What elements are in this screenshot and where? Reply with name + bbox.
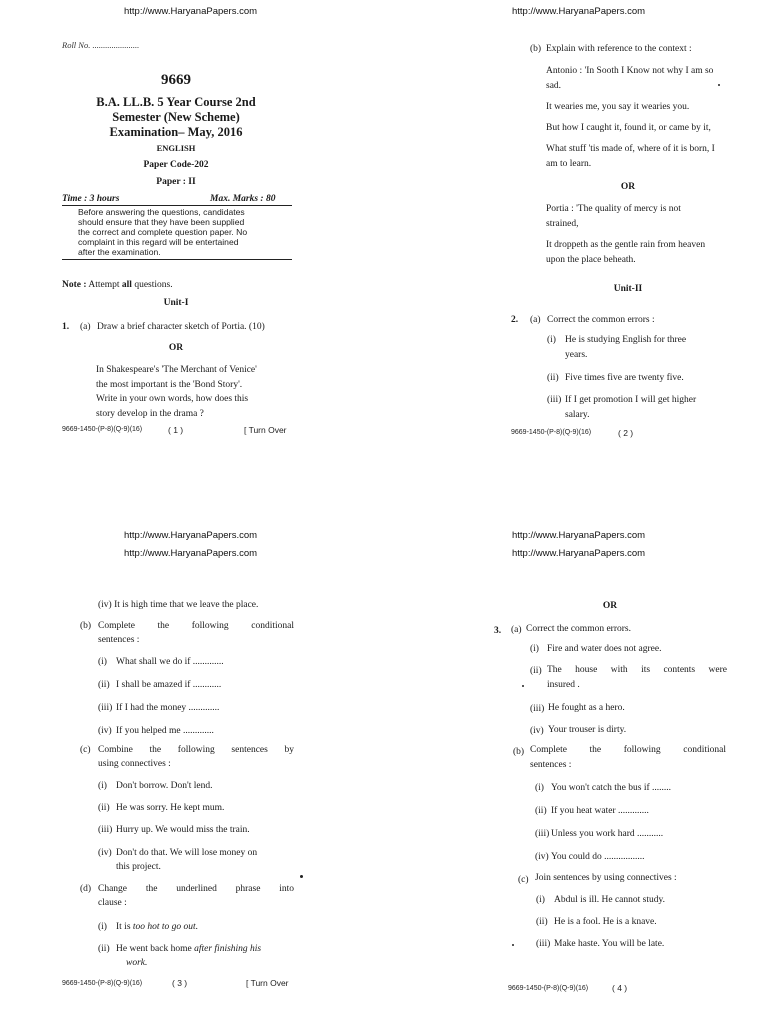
scan-speck [512, 944, 514, 946]
item-text: What shall we do if ............. [116, 657, 224, 667]
divider [62, 259, 292, 260]
turn-over: [ Turn Over [244, 425, 287, 435]
page-url: http://www.HaryanaPapers.com [124, 548, 258, 559]
item-number: (ii) [98, 944, 110, 954]
item-text: If you helped me ............. [116, 726, 214, 736]
item-text: If I had the money ............. [116, 703, 220, 713]
scan-speck [522, 685, 524, 687]
item-text [565, 333, 743, 363]
passage-line: Portia : 'The quality of mercy is not [546, 204, 681, 214]
instructions [78, 207, 292, 257]
passage-line: It wearies me, you say it wearies you. [546, 102, 690, 112]
item-number: (iii) [98, 825, 113, 835]
item-text: Fire and water does not agree. [547, 644, 662, 654]
item-text: Make haste. You will be late. [554, 939, 665, 949]
note-emphasis: all [121, 280, 132, 290]
passage-line: am to learn. [546, 159, 592, 169]
scan-speck [718, 84, 720, 86]
footer-code: 9669-1450-(P-8)(Q-9)(16) [511, 429, 592, 436]
item-number: (i) [98, 657, 107, 667]
question-text: Correct the common errors : [547, 315, 655, 325]
sentence-text: He went back home [116, 944, 195, 954]
question-line: using connectives : [98, 759, 171, 769]
page-url: http://www.HaryanaPapers.com [124, 6, 258, 17]
item-line: Don't do that. We will lose money on [116, 848, 258, 858]
item-number: (iii) [547, 395, 562, 405]
item-number: (iii) [98, 703, 113, 713]
underlined-phrase: too hot to go out. [132, 922, 199, 932]
passage-line: But how I caught it, found it, or came by it, [546, 123, 711, 133]
instruction-line: Before answering the questions, candidates [78, 207, 245, 217]
question-text: Draw a brief character sketch of Portia. (10) [97, 322, 265, 332]
item-line: salary. [565, 410, 590, 420]
item-line: The house with its contents were [547, 665, 727, 675]
question-number: 2. [511, 315, 519, 325]
item-text [547, 663, 727, 693]
page-number: ( 1 ) [168, 425, 184, 435]
item-number: (i) [536, 895, 545, 905]
passage-line: It droppeth as the gentle rain from heaven [546, 240, 706, 250]
or-separator: OR [168, 343, 184, 353]
footer-code: 9669-1450-(P-8)(Q-9)(16) [62, 426, 143, 433]
footer-code: 9669-1450-(P-8)(Q-9)(16) [508, 985, 589, 992]
item-text [116, 846, 294, 874]
part-label: (a) [530, 315, 541, 325]
question-line: clause : [98, 898, 127, 908]
item-number: (ii) [530, 666, 542, 676]
passage-line: upon the place beheath. [546, 255, 636, 265]
question-line: the most important is the 'Bond Story'. [96, 379, 243, 390]
question-alternative [96, 363, 292, 421]
passage-line: sad. [546, 81, 562, 91]
item-number: (ii) [98, 680, 110, 690]
instruction-line: should ensure that they have been supplied [78, 217, 245, 227]
paper-number: 9669 [161, 72, 191, 88]
item-number: (iii) [536, 939, 551, 949]
divider [62, 205, 292, 206]
item-number: (iv) [530, 726, 544, 736]
item-text [565, 393, 743, 423]
underlined-phrase: work. [126, 958, 148, 968]
question-line: Complete the following conditional [530, 745, 726, 755]
paper-label: Paper : II [156, 177, 196, 187]
item-line: insured . [547, 680, 580, 690]
question-line: Complete the following conditional [98, 621, 294, 631]
max-marks: Max. Marks : 80 [210, 194, 276, 204]
item-number: (ii) [98, 803, 110, 813]
instruction-line: complaint in this regard will be entertained [78, 237, 239, 247]
question-line: Change the underlined phrase into [98, 884, 294, 894]
item-line: If I get promotion I will get higher [565, 395, 697, 405]
question-text [98, 743, 294, 771]
item-text: Unless you work hard ........... [551, 829, 664, 839]
part-label: (b) [513, 747, 525, 757]
question-line: In Shakespeare's 'The Merchant of Venice' [96, 365, 257, 375]
question-text: Correct the common errors. [526, 624, 631, 634]
item-text: You won't catch the bus if ........ [551, 783, 672, 793]
part-label: (d) [80, 884, 92, 894]
question-line: sentences : [530, 760, 572, 770]
turn-over: [ Turn Over [246, 978, 289, 988]
question-line: Write in your own words, how does this [96, 394, 249, 404]
page-url: http://www.HaryanaPapers.com [124, 530, 258, 541]
question-text [530, 743, 726, 773]
page-number: ( 2 ) [618, 428, 634, 438]
item-text [116, 920, 198, 934]
passage-line: Antonio : 'In Sooth I Know not why I am so [546, 66, 714, 76]
instruction-line: after the examination. [78, 247, 161, 257]
item-line: years. [565, 350, 588, 360]
part-label: (b) [530, 44, 542, 54]
item-number: (iii) [530, 704, 545, 714]
passage-line: strained, [546, 219, 579, 229]
item-number: (ii) [535, 806, 547, 816]
page-number: ( 4 ) [612, 983, 628, 993]
paper-code: Paper Code-202 [143, 160, 209, 170]
or-separator: OR [620, 182, 636, 192]
or-separator: OR [602, 601, 618, 611]
part-label: (a) [80, 322, 91, 332]
underlined-phrase: after finishing his [194, 944, 262, 954]
question-line: sentences : [98, 635, 140, 645]
unit-heading: Unit-II [613, 284, 643, 294]
page-number: ( 3 ) [172, 978, 188, 988]
part-label: (a) [511, 625, 522, 635]
note-label: Note : [62, 280, 87, 290]
item-line: He is studying English for three [565, 335, 687, 345]
course-title-line: B.A. LL.B. 5 Year Course 2nd [96, 95, 256, 109]
item-line: this project. [116, 862, 161, 872]
time-allowed: Time : 3 hours [62, 194, 120, 204]
item-text: I shall be amazed if ............ [116, 680, 222, 690]
question-number: 3. [494, 626, 502, 636]
item-text: Don't borrow. Don't lend. [116, 781, 213, 791]
part-label: (b) [80, 621, 92, 631]
question-text: Explain with reference to the context : [546, 44, 692, 54]
item-text: Abdul is ill. He cannot study. [554, 895, 665, 905]
question-text [98, 882, 294, 910]
question-line: Combine the following sentences by [98, 745, 294, 755]
footer-code: 9669-1450-(P-8)(Q-9)(16) [62, 980, 143, 987]
part-label: (c) [518, 875, 529, 885]
item-text: If you heat water ............. [551, 806, 649, 816]
scan-speck [300, 875, 303, 878]
part-label: (c) [80, 745, 91, 755]
item-text: Your trouser is dirty. [548, 725, 627, 735]
passage-antonio [546, 64, 746, 172]
note-text: questions. [134, 280, 173, 290]
question-text: Join sentences by using connectives : [535, 873, 677, 883]
unit-heading: Unit-I [163, 298, 189, 308]
instruction-line: the correct and complete question paper. No [78, 227, 248, 237]
item-text: He fought as a hero. [548, 703, 625, 713]
note [62, 278, 173, 292]
question-number: 1. [62, 322, 70, 332]
course-title-line: Examination– May, 2016 [109, 125, 243, 139]
item-text: You could do ................. [551, 852, 645, 862]
passage-portia [546, 202, 746, 268]
course-title [60, 95, 292, 140]
item-text [116, 942, 296, 970]
subject: ENGLISH [156, 143, 196, 153]
page-url: http://www.HaryanaPapers.com [512, 548, 646, 559]
page-url: http://www.HaryanaPapers.com [512, 530, 646, 541]
item-number: (iv) [98, 848, 112, 858]
item-number: (ii) [547, 373, 559, 383]
sentence-text: It is [116, 922, 133, 932]
item-text: He is a fool. He is a knave. [554, 917, 657, 927]
note-text: Attempt [88, 280, 120, 290]
item-number: (iv) [535, 852, 549, 862]
passage-line: What stuff 'tis made of, where of it is born, I [546, 144, 715, 154]
item-number: (iv) [98, 726, 112, 736]
item-number: (i) [530, 644, 539, 654]
item-number: (i) [98, 781, 107, 791]
item-number: (ii) [536, 917, 548, 927]
question-text [98, 619, 294, 647]
item-number: (i) [547, 335, 556, 345]
item-number: (iii) [535, 829, 550, 839]
item-text: Hurry up. We would miss the train. [116, 825, 250, 835]
roll-number: Roll No. ...................... [62, 40, 140, 50]
item-text: Five times five are twenty five. [565, 373, 684, 383]
page-url: http://www.HaryanaPapers.com [512, 6, 646, 17]
question-line: story develop in the drama ? [96, 408, 204, 419]
item-text: He was sorry. He kept mum. [116, 803, 225, 813]
course-title-line: Semester (New Scheme) [112, 110, 240, 124]
item-text: (iv) It is high time that we leave the place. [98, 600, 259, 610]
item-number: (i) [535, 783, 544, 793]
item-number: (i) [98, 922, 107, 932]
